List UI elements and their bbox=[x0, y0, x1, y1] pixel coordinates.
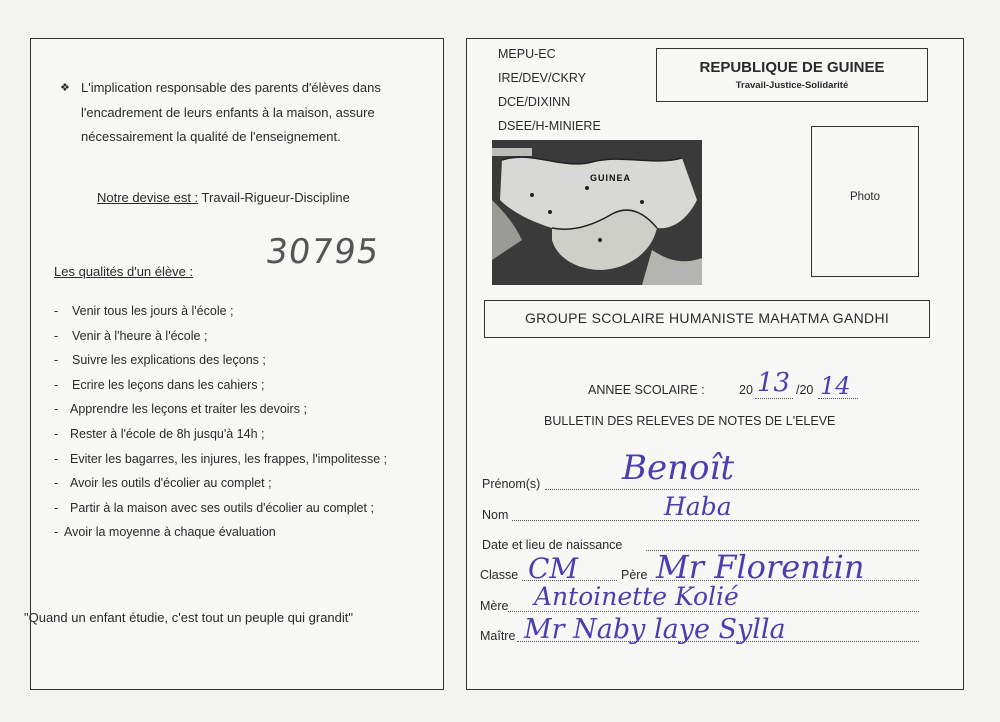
list-item: - Ecrire les leçons dans les cahiers ; bbox=[54, 377, 265, 392]
republic-motto: Travail-Justice-Solidarité bbox=[735, 80, 849, 91]
mere-label: Mère bbox=[480, 599, 509, 613]
maitre-label: Maître bbox=[480, 629, 516, 643]
list-item: - Avoir la moyenne à chaque évaluation bbox=[54, 525, 276, 540]
guinea-map-svg bbox=[492, 140, 702, 285]
qualities-list bbox=[54, 299, 387, 545]
republic-title: REPUBLIQUE DE GUINEE bbox=[699, 59, 885, 76]
qualities-title: Les qualités d'un élève : bbox=[54, 264, 194, 279]
list-item: - Apprendre les leçons et traiter les devoirs ; bbox=[54, 402, 307, 417]
classe-value: CM bbox=[528, 552, 579, 585]
prenom-line bbox=[545, 489, 919, 490]
school-name: GROUPE SCOLAIRE HUMANISTE MAHATMA GANDHI bbox=[524, 310, 890, 326]
list-item: - Venir tous les jours à l'école ; bbox=[54, 304, 234, 318]
prenom-label: Prénom(s) bbox=[482, 477, 541, 491]
year-dots-1 bbox=[755, 398, 793, 399]
prenom-value: Benoît bbox=[622, 448, 735, 488]
map-label: GUINEA bbox=[590, 173, 632, 183]
intro-line-3: nécessairement la qualité de l'enseignement. bbox=[81, 129, 341, 144]
list-item: - Suivre les explications des leçons ; bbox=[54, 353, 266, 368]
motto bbox=[97, 190, 350, 205]
school-name-box bbox=[484, 300, 930, 338]
ministry-line: IRE/DEV/CKRY bbox=[498, 71, 586, 85]
nom-value: Haba bbox=[664, 492, 732, 521]
ministry-line: DSEE/H-MINIERE bbox=[498, 119, 601, 133]
motto-label: Notre devise est : bbox=[97, 190, 199, 205]
intro-line-1: L'implication responsable des parents d'élèves dans bbox=[81, 80, 381, 95]
list-item: - Venir à l'heure à l'école ; bbox=[54, 328, 208, 343]
date-label: Date et lieu de naissance bbox=[482, 538, 623, 552]
year-dots-2 bbox=[818, 398, 858, 399]
intro-bullet: ❖ bbox=[60, 82, 70, 94]
school-year-label: ANNEE SCOLAIRE : bbox=[588, 383, 705, 397]
mere-value: Antoinette Kolié bbox=[534, 582, 739, 611]
maitre-value: Mr Naby laye Sylla bbox=[524, 614, 786, 645]
motto-value: Travail-Rigueur-Discipline bbox=[201, 190, 350, 205]
bulletin-title: BULLETIN DES RELEVES DE NOTES DE L'ELEVE bbox=[544, 414, 836, 428]
ministry-line: MEPU-EC bbox=[498, 47, 556, 61]
year-sep: /20 bbox=[796, 383, 814, 397]
nom-label: Nom bbox=[482, 508, 509, 522]
list-item: - Rester à l'école de 8h jusqu'à 14h ; bbox=[54, 426, 265, 441]
mere-line bbox=[508, 611, 919, 612]
handwritten-number: 30795 bbox=[263, 232, 382, 272]
republic-box bbox=[656, 48, 928, 102]
year-hand-2: 14 bbox=[820, 372, 851, 400]
quote: "Quand un enfant étudie, c'est tout un peuple qui grandit" bbox=[24, 610, 354, 625]
list-item: - Partir à la maison avec ses outils d'écolier au complet ; bbox=[54, 500, 374, 515]
ministries bbox=[498, 42, 601, 138]
year-hand-1: 13 bbox=[757, 368, 791, 398]
classe-label: Classe bbox=[480, 568, 519, 582]
photo-label: Photo bbox=[849, 191, 881, 203]
list-item: - Eviter les bagarres, les injures, les frappes, l'impolitesse ; bbox=[54, 451, 388, 466]
intro-line-2: l'encadrement de leurs enfants à la maison, assure bbox=[81, 105, 375, 120]
ministry-line: DCE/DIXINN bbox=[498, 95, 571, 109]
guinea-map bbox=[492, 140, 702, 285]
photo-box bbox=[811, 126, 919, 277]
pere-label: Père bbox=[621, 568, 648, 582]
list-item: - Avoir les outils d'écolier au complet ; bbox=[54, 476, 272, 491]
year-prefix-1: 20 bbox=[739, 383, 753, 397]
pere-value: Mr Florentin bbox=[656, 548, 865, 586]
